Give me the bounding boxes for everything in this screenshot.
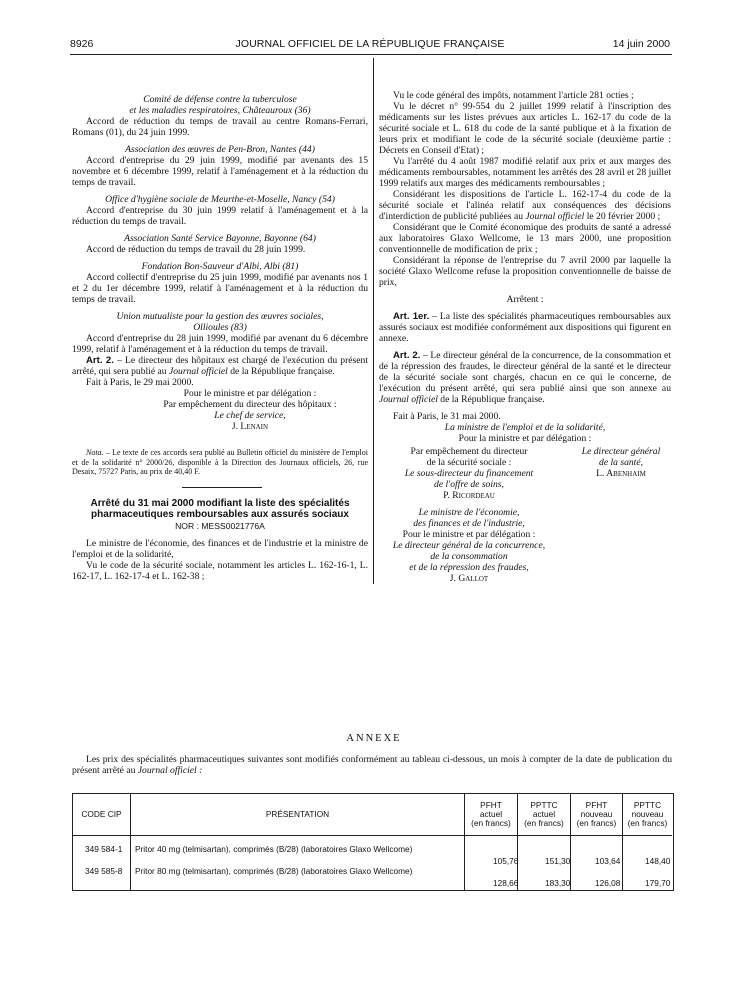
signatory-name: L. Abenhaim bbox=[596, 468, 646, 479]
paragraph: Accord d'entreprise du 29 juin 1999, modifié par avenants des 15 novembre et 6 décembre 1999, relatif à l'aménagement et à la réduction du temps de travail. bbox=[72, 155, 368, 188]
presentation: Pritor 80 mg (telmisartan), comprimés (B/28) (laboratoires Glaxo Wellcome) bbox=[135, 866, 413, 876]
signature-line: Pour le ministre et par délégation : bbox=[183, 388, 317, 399]
cip-code: 349 584-1 bbox=[85, 844, 123, 854]
section-heading: Union mutualiste pour la gestion des œuvres sociales, bbox=[116, 311, 324, 322]
pfht-nouveau: 126,08 bbox=[595, 878, 621, 888]
nota: Nota. – Le texte de ces accords sera publié au Bulletin officiel du ministère de l'emploi et de la solidarité n° 2000/26, disponible à la Direction des Journaux officiels, 26, rue Desaix, 75727 Paris, au prix de 40,40 F. bbox=[72, 448, 368, 476]
paragraph: Vu le code de la sécurité sociale, notamment les articles L. 162-16-1, L. 162-17, L. 162-17-4 et L. 162-38 ; bbox=[72, 559, 368, 582]
section-heading: Fondation Bon-Sauveur d'Albi, Albi (81) bbox=[141, 261, 299, 272]
nor-reference: NOR : MESS0021776A bbox=[175, 520, 265, 531]
paragraph: Accord de réduction du temps de travail au centre Romans-Ferrari, Romans (01), du 24 juin 1999. bbox=[72, 116, 368, 138]
signature-line: La ministre de l'emploi et de la solidarité, bbox=[444, 422, 606, 433]
signature-block bbox=[379, 446, 671, 501]
ppttc-actuel: 183,30 bbox=[545, 878, 571, 888]
presentation: Pritor 40 mg (telmisartan), comprimés (B/28) (laboratoires Glaxo Wellcome) bbox=[135, 844, 413, 854]
paragraph: Considérant que le Comité économique des produits de santé a adressé aux laboratoires Glaxo Wellcome, le 13 mars 2000, une proposition conventionnelle de modification de prix ; bbox=[379, 222, 671, 255]
signatory-name: J. Lenain bbox=[231, 421, 269, 432]
running-header bbox=[70, 38, 670, 52]
paragraph: Considérant les dispositions de l'article L. 162-17-4 du code de la sécurité sociale et l'alinéa relatif aux conséquences des décisions d'interdiction de publicité publiées au Journal officiel le 20 février 2000 ; bbox=[379, 189, 671, 222]
section-heading: Association Santé Service Bayonne, Bayonne (64) bbox=[124, 233, 316, 244]
ppttc-nouveau: 179,70 bbox=[645, 878, 671, 888]
journal-title: JOURNAL OFFICIEL DE LA RÉPUBLIQUE FRANÇAISE bbox=[235, 38, 505, 50]
section-heading: Office d'hygiène sociale de Meurthe-et-Moselle, Nancy (54) bbox=[105, 194, 335, 205]
section-heading: Comité de défense contre la tuberculose bbox=[143, 94, 297, 105]
annexe-intro: Les prix des spécialités pharmaceutiques suivantes sont modifiés conformément au tableau ci-dessous, un mois à compter de la date de publication du présent arrêté au Journal officiel : bbox=[72, 754, 672, 776]
signatory-name: J. Gallot bbox=[449, 573, 489, 584]
pfht-actuel: 105,76 bbox=[493, 856, 519, 866]
signing-place-date: Fait à Paris, le 31 mai 2000. bbox=[393, 411, 501, 422]
paragraph: Accord de réduction du temps de travail du 28 juin 1999. bbox=[86, 244, 306, 255]
paragraph: Accord collectif d'entreprise du 25 juin 1999, modifié par avenants nos 1 et 2 du 1er décembre 1999, relatif à l'aménagement et à la réduction du temps de travail. bbox=[72, 272, 368, 305]
column-header-code: CODE CIP bbox=[73, 794, 131, 836]
signature-line: Pour la ministre et par délégation : bbox=[458, 433, 592, 444]
column-header-presentation: PRÉSENTATION bbox=[131, 794, 465, 836]
paragraph: Vu le code général des impôts, notamment l'article 281 octies ; bbox=[393, 90, 634, 101]
paragraph: Considérant la réponse de l'entreprise du 7 avril 2000 par laquelle la société Glaxo Wellcome refuse la proposition conventionnelle de baisse de prix, bbox=[379, 255, 671, 288]
article-1: Art. 1er. – La liste des spécialités pharmaceutiques remboursables aux assurés sociaux est modifiée conformément aux dispositions qui figurent en annexe. bbox=[379, 311, 671, 344]
ppttc-nouveau: 148,40 bbox=[645, 856, 671, 866]
paragraph: Le ministre de l'économie, des finances et de l'industrie et la ministre de l'emploi et de la solidarité, bbox=[72, 537, 368, 560]
pfht-nouveau: 103,64 bbox=[595, 856, 621, 866]
signing-place-date: Fait à Paris, le 29 mai 2000. bbox=[86, 377, 194, 388]
arrete-title: Arrêté du 31 mai 2000 modifiant la liste des spécialités pharmaceutiques remboursables aux assurés sociaux bbox=[90, 497, 350, 520]
article-2-left: Art. 2. – Le directeur des hôpitaux est chargé de l'exécution du présent arrêté, qui sera publié au Journal officiel de la République française. bbox=[72, 355, 368, 377]
column-header-pfht-actuel: PFHT actuel (en francs) bbox=[465, 794, 518, 836]
section-heading: Association des œuvres de Pen-Bron, Nantes (44) bbox=[125, 144, 315, 155]
header-rule bbox=[70, 54, 672, 55]
signature-line: Le chef de service, bbox=[214, 410, 286, 421]
section-heading: et les maladies respiratoires, Châteauroux (36) bbox=[129, 105, 311, 116]
signatory-name: P. Ricordeau bbox=[443, 490, 495, 501]
signature-economy: Le ministre de l'économie, des finances et de l'industrie, Pour le ministre et par délégation : Le directeur général de la concurrence, de la consommation et de la répression des fraudes, J. Gallot bbox=[379, 507, 559, 584]
article-2-right: Art. 2. – Le directeur général de la concurrence, de la consommation et de la répression des fraudes, le directeur général de la santé et le directeur de la sécurité sociale sont chargés, chacun en ce qui le concerne, de l'exécution du présent arrêté, qui sera publié ainsi que son annexe au Journal officiel de la République française. bbox=[379, 350, 671, 405]
column-divider bbox=[373, 58, 374, 584]
issue-date: 14 juin 2000 bbox=[612, 38, 670, 50]
paragraph: Accord d'entreprise du 30 juin 1999 relatif à l'aménagement et à la réduction du temps de travail. bbox=[72, 205, 368, 227]
annexe-title: ANNEXE bbox=[346, 733, 402, 744]
arretent-heading: Arrêtent : bbox=[506, 294, 544, 305]
signature-right: Le directeur général de la santé, L. Abenhaim bbox=[571, 446, 671, 501]
right-column bbox=[379, 90, 671, 584]
page-number: 8926 bbox=[70, 38, 94, 50]
article-label: Art. 2. bbox=[86, 355, 114, 366]
paragraph: Vu l'arrêté du 4 août 1987 modifié relatif aux prix et aux marges des médicaments remboursables, notamment les arrêtés des 28 avril et 28 juillet 1999 relatifs aux marges des médicaments remboursables ; bbox=[379, 156, 671, 189]
section-heading: Ollioules (83) bbox=[193, 322, 247, 333]
paragraph: Vu le décret n° 99-554 du 2 juillet 1999 relatif à l'inscription des médicaments sur les listes prévues aux articles L. 162-17 du code de la sécurité sociale et L. 618 du code de la santé publique et à la fixation de leurs prix et modifiant le code de la sécurité sociale (deuxième partie : Décrets en Conseil d'Etat) ; bbox=[379, 101, 671, 156]
separator bbox=[182, 487, 262, 488]
left-column bbox=[72, 88, 368, 582]
pfht-actuel: 128,66 bbox=[493, 878, 519, 888]
column-header-ppttc-nouveau: PPTTC nouveau (en francs) bbox=[623, 794, 672, 836]
signature-left: Par empêchement du directeur de la sécurité sociale : Le sous-directeur du financement de l'offre de soins, P. Ricordeau bbox=[379, 446, 559, 501]
price-table bbox=[72, 793, 674, 891]
column-header-pfht-nouveau: PFHT nouveau (en francs) bbox=[571, 794, 623, 836]
signature-line: Par empêchement du directeur des hôpitaux : bbox=[163, 399, 337, 410]
paragraph: Accord d'entreprise du 28 juin 1999, modifié par avenant du 6 décembre 1999, relatif à l'aménagement et à la réduction du temps de travail. bbox=[72, 333, 368, 355]
column-header-ppttc-actuel: PPTTC actuel (en francs) bbox=[518, 794, 571, 836]
ppttc-actuel: 151,30 bbox=[545, 856, 571, 866]
cip-code: 349 585-8 bbox=[85, 866, 123, 876]
